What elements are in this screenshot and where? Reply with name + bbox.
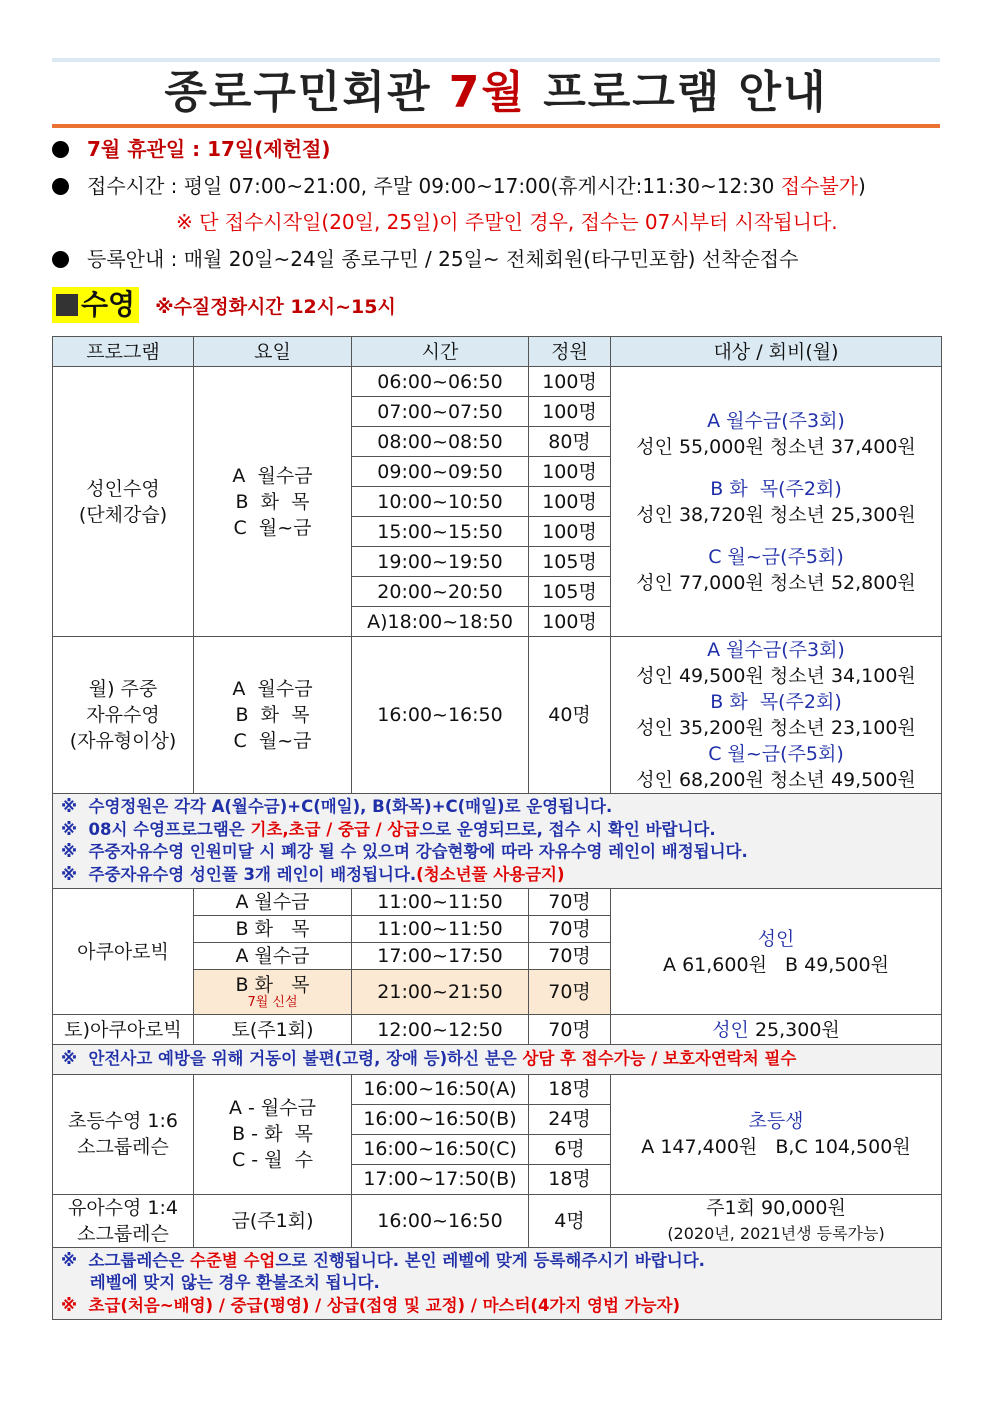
table-row: 19:00~19:50 105명 bbox=[53, 547, 942, 577]
free-program: 월) 주중 자유수영 (자유형이상) bbox=[53, 637, 194, 794]
notes-safety: ※ 안전사고 예방을 위해 거동이 불편(고령, 장애 등)하신 분은 상담 후 접수가능 / 보호자연락처 필수 bbox=[53, 1045, 942, 1075]
table-notes-row bbox=[53, 1247, 942, 1320]
table-notes-row bbox=[53, 1045, 942, 1075]
table-row: 10:00~10:50 100명 bbox=[53, 487, 942, 517]
header-fee: 대상 / 회비(월) bbox=[611, 337, 942, 367]
title-rule bbox=[52, 124, 940, 128]
notice-hours: 접수시간 : 평일 07:00~21:00, 주말 09:00~17:00(휴게시간:11:30~12:30 접수불가) bbox=[52, 171, 866, 201]
free-fees: A 월수금(주3회) 성인 49,500원 청소년 34,100원 B 화 목(주2회) 성인 35,200원 청소년 23,100원 C 월~금(주5회) 성인 68,200원 청소년 49,500원 bbox=[611, 637, 942, 794]
bullet-icon bbox=[52, 141, 69, 158]
header-program: 프로그램 bbox=[53, 337, 194, 367]
adult-days: A 월수금 B 화 목 C 월~금 bbox=[194, 367, 352, 637]
table-row: 성인수영 (단체강습) A 월수금 B 화 목 C 월~금 06:00~06:50 100명 A 월수금(주3회) 성인 55,000원 청소년 37,400원 B 화 목(주2회) 성인 38,720원 청소년 25,300원 C 월~금(주5회) 성인 77,000원 청소년 52,800원 bbox=[53, 367, 942, 397]
aqua-program: 아쿠아로빅 bbox=[53, 889, 194, 1015]
table-row: A 월수금 17:00~17:50 70명 bbox=[53, 943, 942, 970]
adult-fees: A 월수금(주3회) 성인 55,000원 청소년 37,400원 B 화 목(주2회) 성인 38,720원 청소년 25,300원 C 월~금(주5회) 성인 77,000원 청소년 52,800원 bbox=[611, 367, 942, 637]
table-row: 아쿠아로빅 A 월수금 11:00~11:50 70명 성인 A 61,600원 B 49,500원 bbox=[53, 889, 942, 916]
new-badge: 7월 신설 bbox=[247, 995, 298, 1010]
page-title: 종로구민회관 7월 프로그램 안내 bbox=[164, 67, 828, 118]
table-row-new: B 화 목 7월 신설 21:00~21:50 70명 bbox=[53, 970, 942, 1015]
table-row: 09:00~09:50 100명 bbox=[53, 457, 942, 487]
notice-hours-sub: ※ 단 접수시작일(20일, 25일)이 주말인 경우, 접수는 07시부터 시작됩니다. bbox=[176, 210, 838, 234]
section-note: ※수질정화시간 12시~15시 bbox=[155, 295, 396, 318]
title-month: 7월 bbox=[448, 67, 526, 118]
section-header bbox=[52, 287, 396, 323]
table-row: A)18:00~18:50 100명 bbox=[53, 607, 942, 637]
elem-fees: 초등생 A 147,400원 B,C 104,500원 bbox=[611, 1074, 942, 1194]
schedule-table bbox=[52, 336, 942, 1320]
table-row: 유아수영 1:4 소그룹레슨 금(주1회) 16:00~16:50 4명 주1회 90,000원 (2020년, 2021년생 등록가능) bbox=[53, 1194, 942, 1247]
header-capacity: 정원 bbox=[529, 337, 611, 367]
bullet-icon bbox=[52, 251, 69, 268]
elem-days: A - 월수금 B - 화 목 C - 월 수 bbox=[194, 1074, 352, 1194]
table-row: 15:00~15:50 100명 bbox=[53, 517, 942, 547]
table-row: 17:00~17:50(B) 18명 bbox=[53, 1164, 942, 1194]
table-row: 07:00~07:50 100명 bbox=[53, 397, 942, 427]
free-days: A 월수금 B 화 목 C 월~금 bbox=[194, 637, 352, 794]
table-notes-row bbox=[53, 794, 942, 889]
table-row: 월) 주중 자유수영 (자유형이상) A 월수금 B 화 목 C 월~금 16:00~16:50 40명 A 월수금(주3회) 성인 49,500원 청소년 34,100원 B 화 목(주2회) 성인 35,200원 청소년 23,100원 C 월~금(주5회) 성인 68,200원 청소년 49,500원 bbox=[53, 637, 942, 794]
table-row: B 화 목 11:00~11:50 70명 bbox=[53, 916, 942, 943]
notice-registration: 등록안내 : 매월 20일~24일 종로구민 / 25일~ 전체회원(타구민포함) 선착순접수 bbox=[52, 244, 798, 274]
table-row: 토)아쿠아로빅 토(주1회) 12:00~12:50 70명 성인 25,300원 bbox=[53, 1015, 942, 1045]
notes-lesson: ※ 소그룹레슨은 수준별 수업으로 진행됩니다. 본인 레벨에 맞게 등록해주시기 바랍니다. 레벨에 맞지 않는 경우 환불조치 됩니다. ※ 초급(처음~배영) / 중급(평영) / 상급(접영 및 교정) / 마스터(4가지 영법 가능자) bbox=[53, 1247, 942, 1320]
table-header-row bbox=[53, 337, 942, 367]
elem-program: 초등수영 1:6 소그룹레슨 bbox=[53, 1074, 194, 1194]
header-time: 시간 bbox=[352, 337, 529, 367]
table-row: 08:00~08:50 80명 bbox=[53, 427, 942, 457]
square-icon bbox=[56, 294, 78, 316]
notice-closed: 7월 휴관일 : 17일(제헌절) bbox=[52, 134, 330, 164]
section-title: 수영 bbox=[52, 287, 139, 323]
table-row: 16:00~16:50(B) 24명 bbox=[53, 1104, 942, 1134]
adult-program: 성인수영 (단체강습) bbox=[53, 367, 194, 637]
table-row: 초등수영 1:6 소그룹레슨 A - 월수금 B - 화 목 C - 월 수 16:00~16:50(A) 18명 초등생 A 147,400원 B,C 104,500원 bbox=[53, 1074, 942, 1104]
bullet-icon bbox=[52, 178, 69, 195]
table-row: 16:00~16:50(C) 6명 bbox=[53, 1134, 942, 1164]
notes-swim: ※ 수영정원은 각각 A(월수금)+C(매일), B(화목)+C(매일)로 운영됩니다. ※ 08시 수영프로그램은 기초,초급 / 중급 / 상급으로 운영되므로, 접수 시 확인 바랍니다. ※ 주중자유수영 인원미달 시 폐강 될 수 있으며 강습현황에 따라 자유수영 레인이 배정됩니다. ※ 주중자유수영 성인풀 3개 레인이 배정됩니다.(청소년풀 사용금지) bbox=[53, 794, 942, 889]
header-day: 요일 bbox=[194, 337, 352, 367]
table-row: 20:00~20:50 105명 bbox=[53, 577, 942, 607]
aqua-fees: 성인 A 61,600원 B 49,500원 bbox=[611, 889, 942, 1015]
